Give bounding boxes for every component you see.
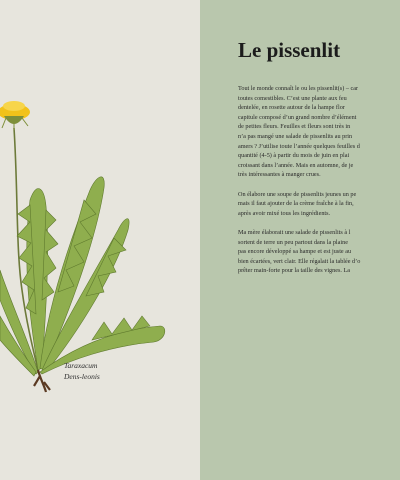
text-line: pas encore développé sa hampe et est juste au bbox=[238, 248, 352, 256]
text-line: On élabore une soupe de pissenlits jeunes un pe bbox=[238, 190, 357, 198]
dandelion-flower bbox=[0, 101, 30, 130]
species-caption bbox=[64, 360, 100, 382]
text-line: de petites fleurs. Feuilles et fleurs sont très in bbox=[238, 123, 351, 131]
text-line: après avoir mixé tous les ingrédients. bbox=[238, 209, 331, 217]
paragraph bbox=[238, 84, 400, 180]
dandelion-leaves bbox=[0, 177, 165, 376]
text-line: Ma mère élaborait une salade de pissenlits à l bbox=[238, 228, 351, 236]
text-line: quantité (4-5) à partir du mois de juin en plai bbox=[238, 152, 350, 160]
text-line: mais il faut ajouter de la crème fraîche à la fin, bbox=[238, 200, 354, 208]
text-line: amers ? J’utilise toute l’année quelques feuilles d bbox=[238, 142, 360, 150]
text-line: dentelée, en rosette autour de la hampe flor bbox=[238, 104, 345, 112]
paragraph bbox=[238, 228, 400, 276]
page-title: Le pissenlit bbox=[238, 38, 341, 62]
species-caption-line: Dens-leonis bbox=[64, 372, 100, 381]
text-line: prêter main-forte pour la taille des vignes. La bbox=[238, 267, 351, 275]
text-line: sortent de terre un peu partout dans la plaine bbox=[238, 238, 348, 246]
text-line: capitule composé d’un grand nombre d’élément bbox=[238, 113, 357, 121]
species-caption-line: Taraxacum bbox=[64, 361, 98, 370]
text-line: très intéressantes à manger crues. bbox=[238, 171, 321, 179]
text-line: bien écartées, vert clair. Elle régalait la tablée d’o bbox=[238, 257, 361, 265]
text-line: n’a pas mangé une salade de pissenlits au prin bbox=[238, 132, 353, 140]
paragraph bbox=[238, 190, 400, 219]
text-line: toutes comestibles. C’est une plante aux feu bbox=[238, 94, 347, 102]
article-body bbox=[238, 84, 400, 285]
text-line: croissant dans l’année. Mais en automne, de je bbox=[238, 161, 354, 169]
text-line: Tout le monde connaît le ou les pissenlit(s) – car bbox=[238, 85, 359, 92]
